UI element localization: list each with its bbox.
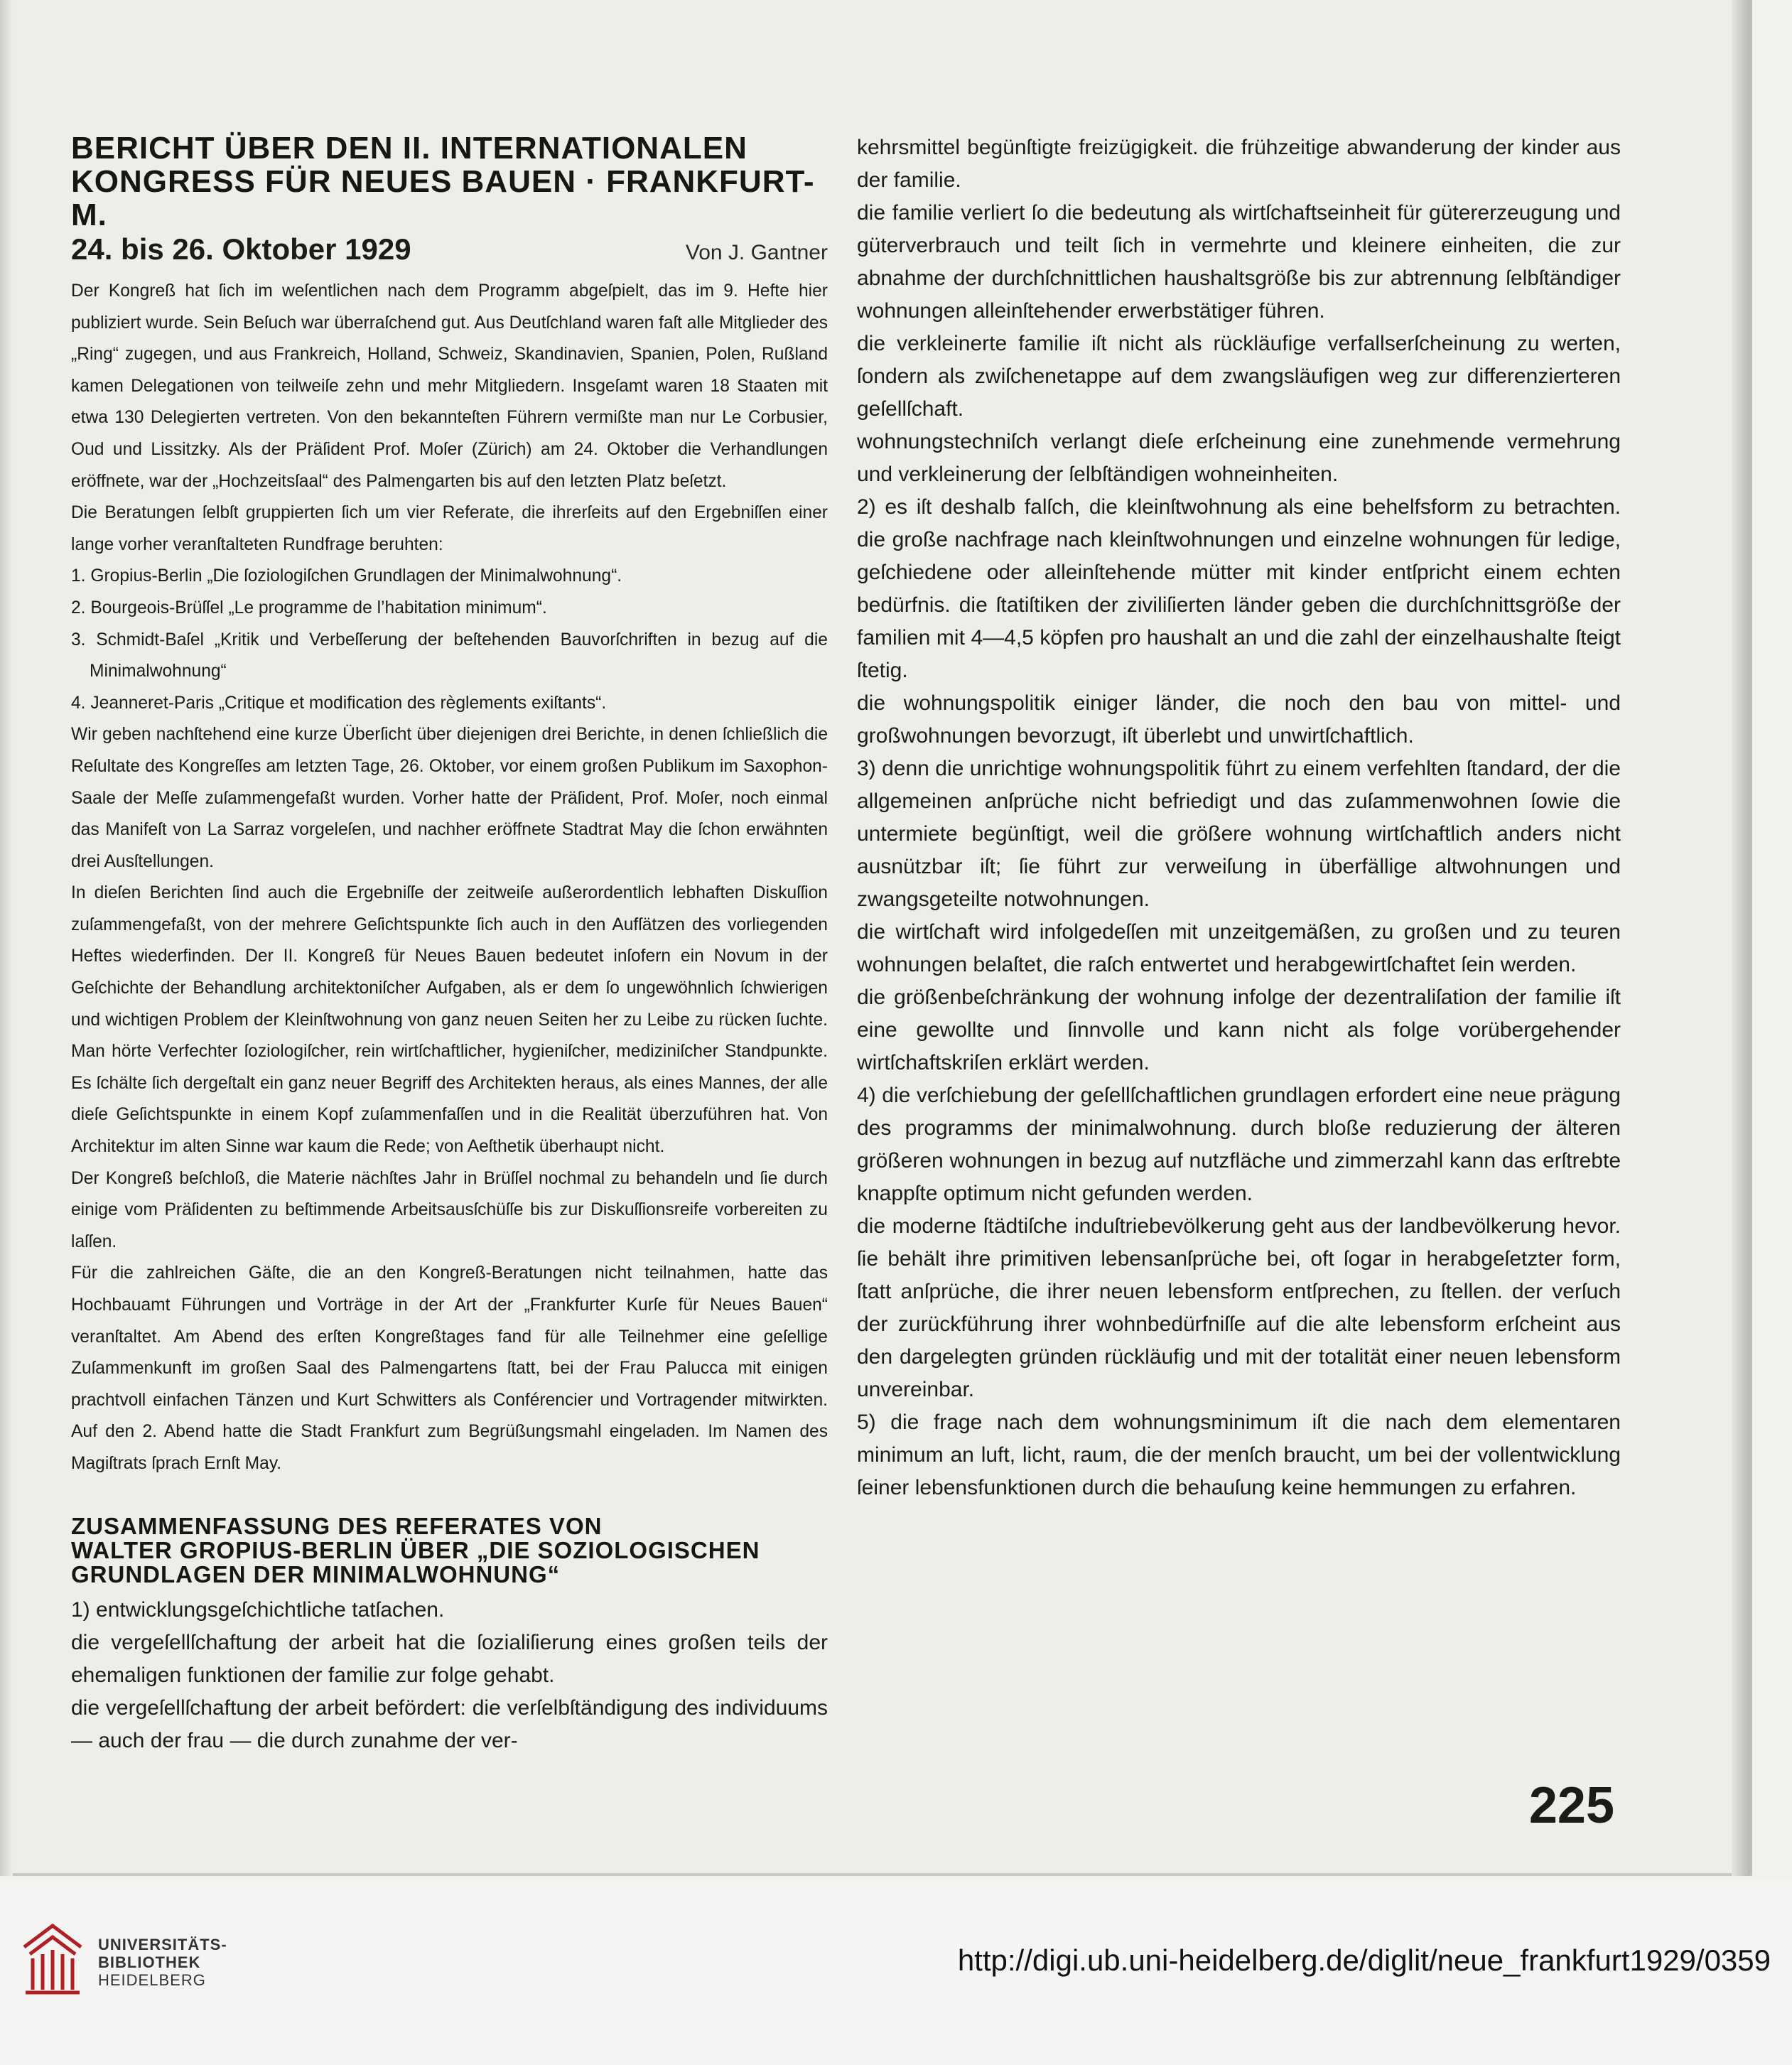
summary-paragraph: 1) entwicklungsgeſchichtliche tatſachen. bbox=[71, 1597, 445, 1622]
page-right-edge bbox=[1732, 0, 1750, 1876]
summary-paragraph: die vergeſellſchaftung der arbeit hat die ſozialiſierung eines großen teils der ehemaligen funktionen der familie zur folge gehabt. bbox=[71, 1630, 828, 1687]
headline bbox=[71, 131, 828, 232]
logo-line-1: UNIVERSITÄTS- bbox=[98, 1936, 227, 1953]
logo-line-3: HEIDELBERG bbox=[98, 1971, 206, 1989]
summary-heading-line-2: WALTER GROPIUS-BERLIN ÜBER „DIE SOZIOLOGISCHEN bbox=[71, 1536, 760, 1563]
summary-paragraph: 2) es iſt deshalb falſch, die kleinſtwohnung als eine behelfsform zu betrachten. die große nachfrage nach kleinſtwohnungen und einzelne wohnungen für ledige, geſchiedene oder alleinſtehende mütter mit kinder entſpricht einem echten bedürfnis. die ſtatiſtiken der ziviliſierten länder geben die durchſchnittsgröße der familien mit 4—4,5 köpfen pro haushalt an und die zahl der einzelhaushalte ſteigt ſtetig. bbox=[857, 495, 1621, 682]
page-left-edge bbox=[0, 0, 13, 1876]
report-paragraph: Der Kongreß hat ſich im weſentlichen nach dem Programm abgeſpielt, das im 9. Hefte hier publiziert wurde. Sein Beſuch war überraſchend gut. Aus Deutſchland waren faſt alle Mitglieder des „Ring“ zugegen, und aus Frankreich, Holland, Schweiz, Skandinavien, Spanien, Polen, Rußland kamen Delegationen von teilweiſe zehn und mehr Mitgliedern. Insgeſamt waren 18 Staaten mit etwa 130 Delegierten vertreten. Von den bekannteſten Führern vermißte man nur Le Corbusier, Oud und Lissitzky. Als der Präſident Prof. Moſer (Zürich) am 24. Oktober die Verhandlungen eröffnete, war der „Hochzeitsſaal“ des Palmengarten bis auf den letzten Platz beſetzt. bbox=[71, 281, 828, 491]
source-url[interactable]: http://digi.ub.uni-heidelberg.de/diglit/neue_frankfurt1929/0359 bbox=[957, 1943, 1771, 1977]
referat-list-item: 4. Jeanneret-Paris „Critique et modification des règlements exiſtants“. bbox=[71, 693, 607, 713]
author-byline: Von J. Gantner bbox=[685, 241, 828, 264]
headline-line-2: KONGRESS FÜR NEUES BAUEN · FRANKFURT-M. bbox=[71, 164, 815, 232]
summary-paragraph: die verkleinerte familie iſt nicht als rückläufige verfallserſcheinung zu werten, ſondern als zwiſchenetappe auf dem zwangsläufigen weg zur differenzierteren geſellſchaft. bbox=[857, 332, 1621, 421]
summary-body-left bbox=[71, 1594, 828, 1757]
report-paragraph: Für die zahlreichen Gäſte, die an den Kongreß-Beratungen nicht teilnahmen, hatte das Hochbauamt Führungen und Vorträge in der Art der „Frankfurter Kurſe für Neues Bauen“ veranſtaltet. Am Abend des erſten Kongreßtages fand für alle Teilnehmer eine geſellige Zuſammenkunft im großen Saal des Palmengartens ſtatt, bei der Frau Palucca mit einigen prachtvoll einfachen Tänzen und Kurt Schwitters als Conférencier und Vortragender mitwirkten. Auf den 2. Abend hatte die Stadt Frankfurt zum Begrüßungsmahl eingeladen. Im Namen des Magiſtrats ſprach Ernſt May. bbox=[71, 1263, 828, 1473]
dateline bbox=[71, 233, 828, 266]
headline-line-1: BERICHT ÜBER DEN II. INTERNATIONALEN bbox=[71, 131, 747, 166]
summary-paragraph: die wohnungspolitik einiger länder, die noch den bau von mittel- und großwohnungen bevorzugt, iſt überlebt und unwirtſchaftlich. bbox=[857, 691, 1621, 748]
summary-paragraph: die größenbeſchränkung der wohnung infolge der dezentraliſation der familie iſt eine gewollte und ſinnvolle und kann nicht als folge vorübergehender wirtſchaftskriſen erklärt werden. bbox=[857, 986, 1621, 1074]
report-paragraph: Der Kongreß beſchloß, die Materie nächſtes Jahr in Brüſſel nochmal zu behandeln und ſie durch einige vom Präſidenten zu beſtimmende Arbeitsausſchüſſe bis zur Diskuſſionsreife vorbereiten zu laſſen. bbox=[71, 1168, 828, 1251]
summary-body-right bbox=[857, 131, 1621, 1504]
library-logo-icon bbox=[17, 1919, 88, 1998]
summary-paragraph: 4) die verſchiebung der geſellſchaftlichen grundlagen erfordert eine neue prägung des programms der minimalwohnung. durch bloße reduzierung der älteren größeren wohnungen in bezug auf nutzfläche und zimmerzahl kann das erſtrebte knappſte optimum nicht gefunden werden. bbox=[857, 1084, 1621, 1205]
summary-heading-line-3: GRUNDLAGEN DER MINIMALWOHNUNG“ bbox=[71, 1560, 561, 1587]
left-column bbox=[71, 131, 828, 1757]
summary-paragraph: 3) denn die unrichtige wohnungspolitik führt zu einem verfehlten ſtandard, der die allgemeinen anſprüche nicht befriedigt und das zuſammenwohnen ſowie die untermiete begünſtigt, weil die größere wohnung wirtſchaftlich anders nicht ausnützbar iſt; ſie führt zur verweiſung in überfällige altwohnungen und zwangsgeteilte notwohnungen. bbox=[857, 757, 1621, 911]
logo-line-2: BIBLIOTHEK bbox=[98, 1953, 201, 1971]
summary-heading-line-1: ZUSAMMENFASSUNG DES REFERATES VON bbox=[71, 1512, 603, 1539]
congress-date: 24. bis 26. Oktober 1929 bbox=[71, 232, 411, 266]
right-column bbox=[857, 131, 1621, 1504]
summary-paragraph: die familie verliert ſo die bedeutung als wirtſchaftseinheit für gütererzeugung und güterverbrauch und teilt ſich in vermehrte und kleinere einheiten, die zur abnahme der durchſchnittlichen haushaltsgröße bis zur abtrennung ſelbſtändiger wohnungen alleinſtehender erwerbstätiger führen. bbox=[857, 201, 1621, 323]
report-paragraph: Die Beratungen ſelbſt gruppierten ſich um vier Referate, die ihrerſeits auf den Ergebniſſen einer lange vorher veranſtalteten Rundfrage beruhten: bbox=[71, 503, 828, 554]
referat-list-item: 2. Bourgeois-Brüſſel „Le programme de l’habitation minimum“. bbox=[71, 598, 547, 618]
summary-paragraph: 5) die frage nach dem wohnungsminimum iſt die nach dem elementaren minimum an luft, licht, raum, die der menſch braucht, um bei der vollentwicklung ſeiner lebensfunktionen durch die behauſung keine hemmungen zu erfahren. bbox=[857, 1411, 1621, 1499]
summary-paragraph: wohnungstechniſch verlangt dieſe erſcheinung eine zunehmende vermehrung und verkleinerung der ſelbſtändigen wohneinheiten. bbox=[857, 430, 1621, 486]
referat-list-item: 1. Gropius-Berlin „Die ſoziologiſchen Grundlagen der Minimalwohnung“. bbox=[71, 566, 622, 586]
page-number: 225 bbox=[1528, 1777, 1614, 1834]
library-logo[interactable] bbox=[17, 1919, 227, 2004]
report-paragraph: In dieſen Berichten ſind auch die Ergebniſſe der zeitweiſe außerordentlich lebhaften Diskuſſion zuſammengefaßt, von der mehrere Geſichtspunkte ſich auch in den Aufſätzen des vorliegenden Heftes wiederfinden. Der II. Kongreß für Neues Bauen bedeutet inſofern ein Novum in der Geſchichte der Behandlung architektoniſcher Aufgaben, als er dem ſo ungewöhnlich ſchwierigen und wichtigen Problem der Kleinſtwohnung von ganz neuen Seiten her zu Leibe zu rücken ſuchte. Man hörte Verfechter ſoziologiſcher, rein wirtſchaftlicher, hygieniſcher, mediziniſcher Standpunkte. Es ſchälte ſich dergeſtalt ein ganz neuer Begriff des Architekten heraus, als eines Mannes, der alle dieſe Geſichtspunkte in einem Kopf zuſammenfaſſen und in die Realität überzuführen hat. Von Architektur im alten Sinne war kaum die Rede; von Aeſthetik überhaupt nicht. bbox=[71, 883, 828, 1157]
summary-paragraph: die wirtſchaft wird infolgedeſſen mit unzeitgemäßen, zu großen und zu teuren wohnungen belaſtet, die raſch entwertet und herabgewirtſchaftet ſein werden. bbox=[857, 920, 1621, 976]
report-body bbox=[71, 276, 828, 1480]
summary-paragraph: kehrsmittel begünſtigte freizügigkeit. die frühzeitige abwanderung der kinder aus der familie. bbox=[857, 136, 1621, 192]
referat-list-item: 3. Schmidt-Baſel „Kritik und Verbeſſerung der beſtehenden Bauvorſchriften in bezug auf die Minimalwohnung“ bbox=[71, 630, 828, 681]
summary-heading bbox=[71, 1514, 828, 1587]
library-logo-text bbox=[98, 1936, 227, 1989]
summary-paragraph: die vergeſellſchaftung der arbeit befördert: die verſelbſtändigung des individuums — auch der frau — die durch zunahme der ver- bbox=[71, 1695, 828, 1752]
report-paragraph: Wir geben nachſtehend eine kurze Überſicht über diejenigen drei Berichte, in denen ſchließlich die Reſultate des Kongreſſes am letzten Tage, 26. Oktober, vor einem großen Publikum im Saxophon-Saale der Meſſe zuſammengefaßt wurden. Vorher hatte der Präſident, Prof. Moſer, noch einmal das Manifeſt von La Sarraz vorgeleſen, und nachher eröffnete Stadtrat May die ſchon erwähnten drei Ausſtellungen. bbox=[71, 725, 828, 871]
summary-paragraph: die moderne ſtädtiſche induſtriebevölkerung geht aus der landbevölkerung hevor. ſie behält ihre primitiven lebensanſprüche bei, oft ſogar in herabgeſetzter form, ſtatt anſprüche, die ihrer neuen lebensform entſprechen, zu ſtellen. der verſuch der zurückführung ihrer wohnbedürfniſſe auf die alte lebensform erſcheint aus den dargelegten gründen rückläufig und mit der totalität einer neuen lebensform unvereinbar. bbox=[857, 1214, 1621, 1401]
